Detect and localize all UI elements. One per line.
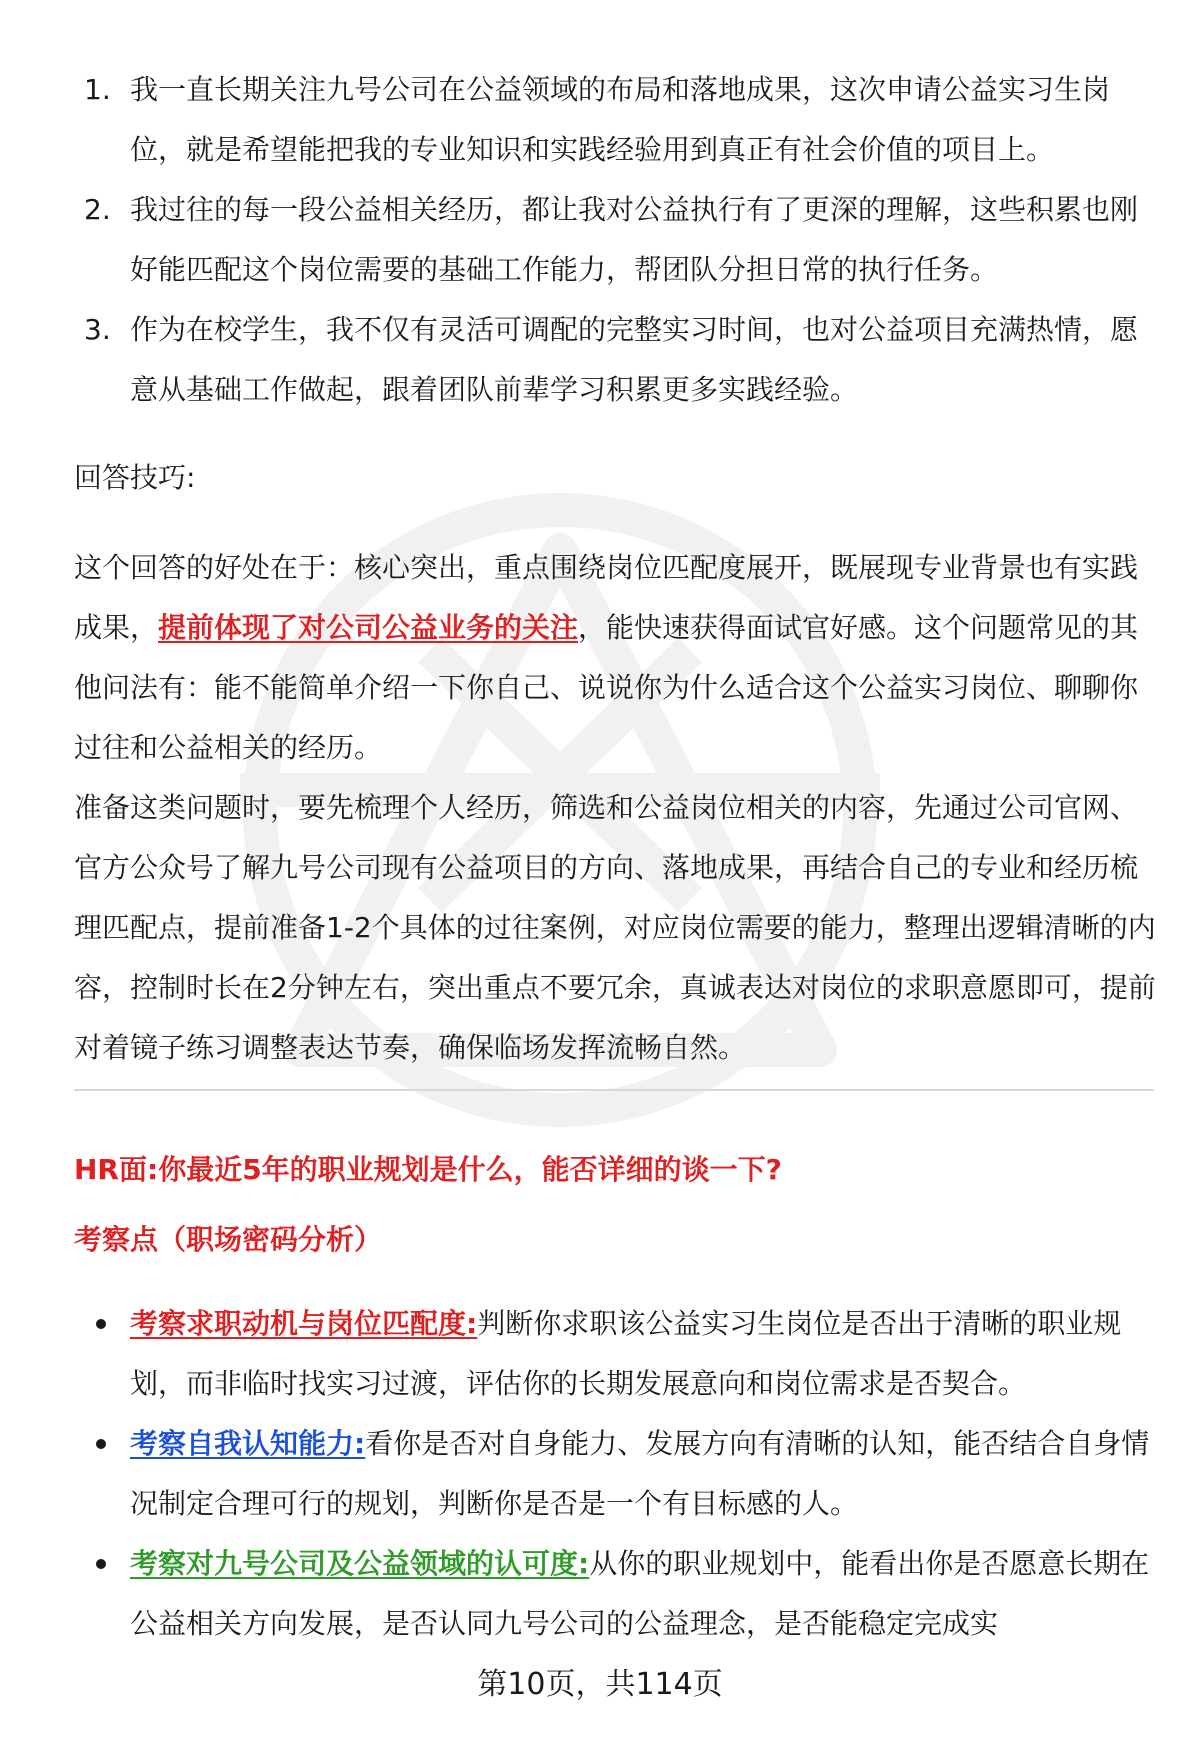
bullet-label: 考察自我认知能力:	[130, 1427, 366, 1460]
tips-text: 这个回答的好处在于：核心突出，重点围绕岗位匹配度展开，既展现专业背景也有实践成果，	[74, 551, 1139, 644]
list-number: 1.	[84, 73, 111, 106]
list-number: 2.	[84, 193, 111, 226]
list-item	[74, 1414, 1154, 1534]
bullet-label: 考察对九号公司及公益领域的认可度:	[130, 1547, 590, 1580]
tips-highlight: 提前体现了对公司公益业务的关注	[158, 611, 579, 644]
list-number: 3.	[84, 313, 111, 346]
list-item-text: 我过往的每一段公益相关经历，都让我对公益执行有了更深的理解，这些积累也刚好能匹配这个岗位需要的基础工作能力，帮团队分担日常的执行任务。	[130, 193, 1139, 286]
list-item	[74, 60, 1154, 180]
tips-paragraph-2: 准备这类问题时，要先梳理个人经历，筛选和公益岗位相关的内容，先通过公司官网、官方公众号了解九号公司现有公益项目的方向、落地成果，再结合自己的专业和经历梳理匹配点，提前准备1-2个具体的过往案例，对应岗位需要的能力，整理出逻辑清晰的内容，控制时长在2分钟左右，突出重点不要冗余，真诚表达对岗位的求职意愿即可，提前对着镜子练习调整表达节奏，确保临场发挥流畅自然。	[74, 791, 1156, 1064]
section-divider	[74, 1089, 1154, 1091]
list-item	[74, 180, 1154, 300]
bullet-dot-icon	[96, 1559, 106, 1569]
bullet-text: 判断你求职该公益实习生岗位是否出于清晰的职业规划，而非临时找实习过渡，评估你的长期发展意向和岗位需求是否契合。	[130, 1307, 1122, 1400]
bullet-dot-icon	[96, 1319, 106, 1329]
numbered-answer-list	[74, 60, 1154, 420]
exam-point-list	[74, 1294, 1154, 1654]
tips-paragraph-1	[74, 538, 1164, 778]
list-item-text: 我一直长期关注九号公司在公益领域的布局和落地成果，这次申请公益实习生岗位，就是希望能把我的专业知识和实践经验用到真正有社会价值的项目上。	[130, 73, 1111, 166]
tips-label: 回答技巧:	[74, 461, 196, 494]
hr-question-heading: HR面:你最近5年的职业规划是什么，能否详细的谈一下?	[74, 1153, 782, 1186]
page-footer: 第10页，共114页	[477, 1667, 723, 1702]
list-item	[74, 1294, 1154, 1414]
bullet-text: 看你是否对自身能力、发展方向有清晰的认知，能否结合自身情况制定合理可行的规划，判断你是否是一个有目标感的人。	[130, 1427, 1150, 1520]
list-item	[74, 300, 1154, 420]
list-item	[74, 1534, 1154, 1654]
tips-text: ，能快速获得面试官好感。这个问题常见的其他问法有：能不能简单介绍一下你自己、说说你为什么适合这个公益实习岗位、聊聊你过往和公益相关的经历。	[74, 611, 1139, 764]
bullet-label: 考察求职动机与岗位匹配度:	[130, 1307, 478, 1340]
list-item-text: 作为在校学生，我不仅有灵活可调配的完整实习时间，也对公益项目充满热情，愿意从基础工作做起，跟着团队前辈学习积累更多实践经验。	[130, 313, 1139, 406]
exam-point-heading: 考察点（职场密码分析）	[74, 1223, 383, 1256]
bullet-text: 从你的职业规划中，能看出你是否愿意长期在公益相关方向发展，是否认同九号公司的公益理念，是否能稳定完成实	[130, 1547, 1150, 1640]
bullet-dot-icon	[96, 1439, 106, 1449]
